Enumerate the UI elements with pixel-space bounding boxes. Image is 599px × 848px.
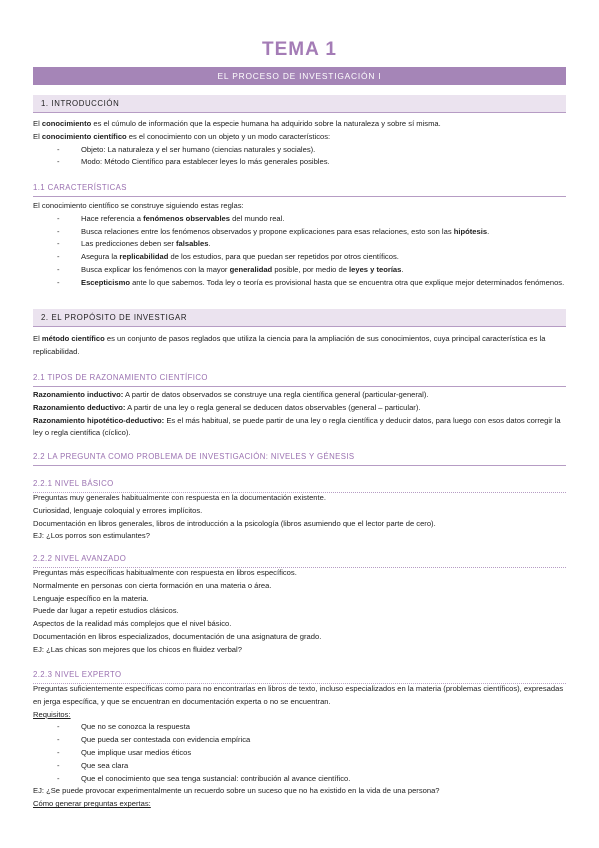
bold-text: Razonamiento deductivo: — [33, 402, 126, 412]
text-line — [33, 518, 566, 531]
text-line — [33, 530, 566, 543]
subsubsection-heading-basico: 2.2.1 NIVEL BÁSICO — [33, 478, 566, 493]
section-heading-proposito: 2. EL PROPÓSITO DE INVESTIGAR — [33, 309, 566, 327]
text-run: . — [208, 239, 211, 249]
intro-paragraph-1 — [33, 118, 566, 131]
text-line — [33, 415, 566, 441]
text-run: es un conjunto de pasos reglados que utiliza la ciencia para la ampliación de sus conocimientos, cuya principal característica es la replicabilidad. — [33, 334, 546, 356]
text-line — [33, 593, 566, 606]
caracteristicas-block — [33, 200, 566, 290]
bold-text: método científico — [41, 334, 105, 343]
text-run: es el conocimiento con un objeto y un modo característicos: — [126, 131, 331, 141]
intro-paragraph-2 — [33, 131, 566, 144]
text-run: Puede dar lugar a repetir estudios clásicos. — [33, 606, 179, 616]
proposito-block — [33, 333, 566, 359]
text-line — [33, 567, 566, 580]
text-line — [33, 505, 566, 518]
text-run: Hace referencia a — [81, 213, 144, 223]
text-line — [33, 605, 566, 618]
text-run: Es el más habitual, se puede partir de una ley o regla científica y deducir datos, para luego con esos datos corregir la ley o regla científica (cíclico). — [33, 415, 561, 438]
avanzado-block — [33, 567, 566, 657]
caracteristicas-intro — [33, 200, 566, 213]
text-run: Que no se conozca la respuesta — [81, 722, 190, 732]
text-run: Objeto: La naturaleza y el ser humano (ciencias naturales y sociales). — [81, 144, 316, 154]
text-run: Documentación en libros especializados, documentación de una asignatura de grado. — [33, 631, 322, 641]
text-line — [33, 618, 566, 631]
text-run: Normalmente en personas con cierta formación en una materia o área. — [33, 580, 272, 590]
text-run: Busca explicar los fenómenos con la mayor — [81, 264, 230, 274]
list-item — [33, 251, 566, 264]
bold-text: replicabilidad — [119, 252, 169, 262]
list-item — [33, 721, 566, 734]
text-run: Que implique usar medios éticos — [81, 747, 192, 757]
subsubsection-heading-experto: 2.2.3 NIVEL EXPERTO — [33, 669, 566, 684]
text-run: de los estudios, para que puedan ser repetidos por otros científicos. — [168, 252, 399, 262]
text-line — [33, 580, 566, 593]
text-run: EJ: ¿Se puede provocar experimentalmente un recuerdo sobre un suceso que no ha existido en la vida de una persona? — [33, 786, 440, 796]
list-item — [33, 760, 566, 773]
text-line — [33, 644, 566, 657]
requisitos-label: Requisitos: — [33, 709, 71, 719]
list-item — [33, 238, 566, 251]
text-run: Preguntas muy generales habitualmente con respuesta en la documentación existente. — [33, 493, 326, 502]
page-title: TEMA 1 — [262, 39, 337, 60]
list-item — [33, 144, 566, 157]
list-item — [33, 734, 566, 747]
basico-block — [33, 492, 566, 543]
bold-text: fenómenos observables — [143, 213, 230, 223]
list-item — [33, 264, 566, 277]
subsection-heading-caracteristicas: 1.1 CARACTERÍSTICAS — [33, 182, 566, 197]
list-item — [33, 213, 566, 226]
subsubsection-heading-avanzado: 2.2.2 NIVEL AVANZADO — [33, 553, 566, 568]
text-run: Que sea clara — [81, 760, 129, 770]
bold-text: hipótesis — [453, 226, 488, 236]
text-run: El conocimiento científico se construye siguiendo estas reglas: — [33, 201, 244, 210]
list-item — [33, 277, 566, 290]
text-run: Busca relaciones entre los fenómenos observados y propone explicaciones para esas relaciones, esto son las — [81, 226, 454, 236]
intro-bullet-list — [33, 144, 566, 170]
requisitos-bullet-list — [33, 721, 566, 785]
experto-example — [33, 785, 566, 798]
text-run: A partir de datos observados se construye una regla científica general (particular-general). — [123, 390, 429, 399]
text-run: posible, por medio de — [272, 264, 350, 274]
subsection-heading-pregunta: 2.2 LA PREGUNTA COMO PROBLEMA DE INVESTIGACIÓN: NIVELES Y GÉNESIS — [33, 451, 566, 466]
bold-text: Razonamiento hipotético-deductivo: — [33, 415, 165, 425]
text-run: Curiosidad, lenguaje coloquial y errores implícitos. — [33, 505, 203, 515]
bold-text: Escepticismo — [81, 277, 130, 287]
text-line — [33, 389, 566, 402]
list-item — [33, 747, 566, 760]
section-heading-introduccion: 1. INTRODUCCIÓN — [33, 95, 566, 113]
list-item — [33, 156, 566, 169]
intro-block — [33, 118, 566, 169]
bold-text: conocimiento científico — [41, 131, 127, 141]
bold-text: conocimiento — [41, 119, 92, 128]
text-run: A partir de una ley o regla general se deducen datos observables (general – particular). — [125, 402, 421, 412]
list-item — [33, 226, 566, 239]
text-run: EJ: ¿Los porros son estimulantes? — [33, 531, 150, 541]
text-run: Lenguaje específico en la materia. — [33, 593, 149, 603]
bold-text: Razonamiento inductivo: — [33, 390, 124, 399]
como-generar-label: Cómo generar preguntas expertas: — [33, 799, 151, 809]
text-run: EJ: ¿Las chicas son mejores que los chicos en fluidez verbal? — [33, 644, 242, 654]
list-item — [33, 773, 566, 786]
experto-paragraph — [33, 683, 566, 709]
text-run: . — [487, 226, 490, 236]
text-run: . — [401, 264, 404, 274]
chapter-banner: EL PROCESO DE INVESTIGACIÓN I — [33, 67, 566, 85]
text-run: Preguntas suficientemente específicas como para no encontrarlas en libros de texto, incluso especializados en la materia (problemas científicos), expresadas en jerga específica, y que se encuentran en documentación experta o no se encuentran. — [33, 684, 564, 706]
text-run: Que el conocimiento que sea tenga sustancial: contribución al avance científico. — [81, 773, 351, 783]
text-run: El — [33, 334, 42, 343]
text-line — [33, 631, 566, 644]
experto-block — [33, 683, 566, 811]
text-run: Las predicciones deben ser — [81, 239, 176, 249]
text-run: Que pueda ser contestada con evidencia empírica — [81, 735, 251, 745]
text-run: es el cúmulo de información que la especie humana ha adquirido sobre la naturaleza y sobre sí misma. — [91, 119, 441, 128]
caracteristicas-bullet-list — [33, 213, 566, 290]
bold-text: generalidad — [229, 264, 273, 274]
text-run: Preguntas más específicas habitualmente con respuesta en libros específicos. — [33, 568, 297, 577]
subsection-heading-razonamiento: 2.1 TIPOS DE RAZONAMIENTO CIENTÍFICO — [33, 372, 566, 387]
text-run: El — [33, 119, 42, 128]
text-run: El — [33, 131, 42, 141]
bold-text: falsables — [175, 239, 209, 249]
text-run: Modo: Método Científico para establecer leyes lo más generales posibles. — [81, 157, 330, 167]
text-run: Asegura la — [81, 252, 120, 262]
text-run: Aspectos de la realidad más complejos que el nivel básico. — [33, 619, 232, 629]
proposito-paragraph — [33, 333, 566, 359]
text-run: Documentación en libros generales, libros de introducción a la psicología (libros asumiendo que el lector parte de cero). — [33, 518, 436, 528]
text-run: del mundo real. — [230, 213, 285, 223]
razonamiento-block — [33, 389, 566, 440]
text-line — [33, 492, 566, 505]
bold-text: leyes y teorías — [349, 264, 402, 274]
text-run: ante lo que sabemos. Toda ley o teoría es provisional hasta que se encuentra otra que explique mejor determinados fenómenos. — [129, 277, 565, 287]
text-line — [33, 402, 566, 415]
